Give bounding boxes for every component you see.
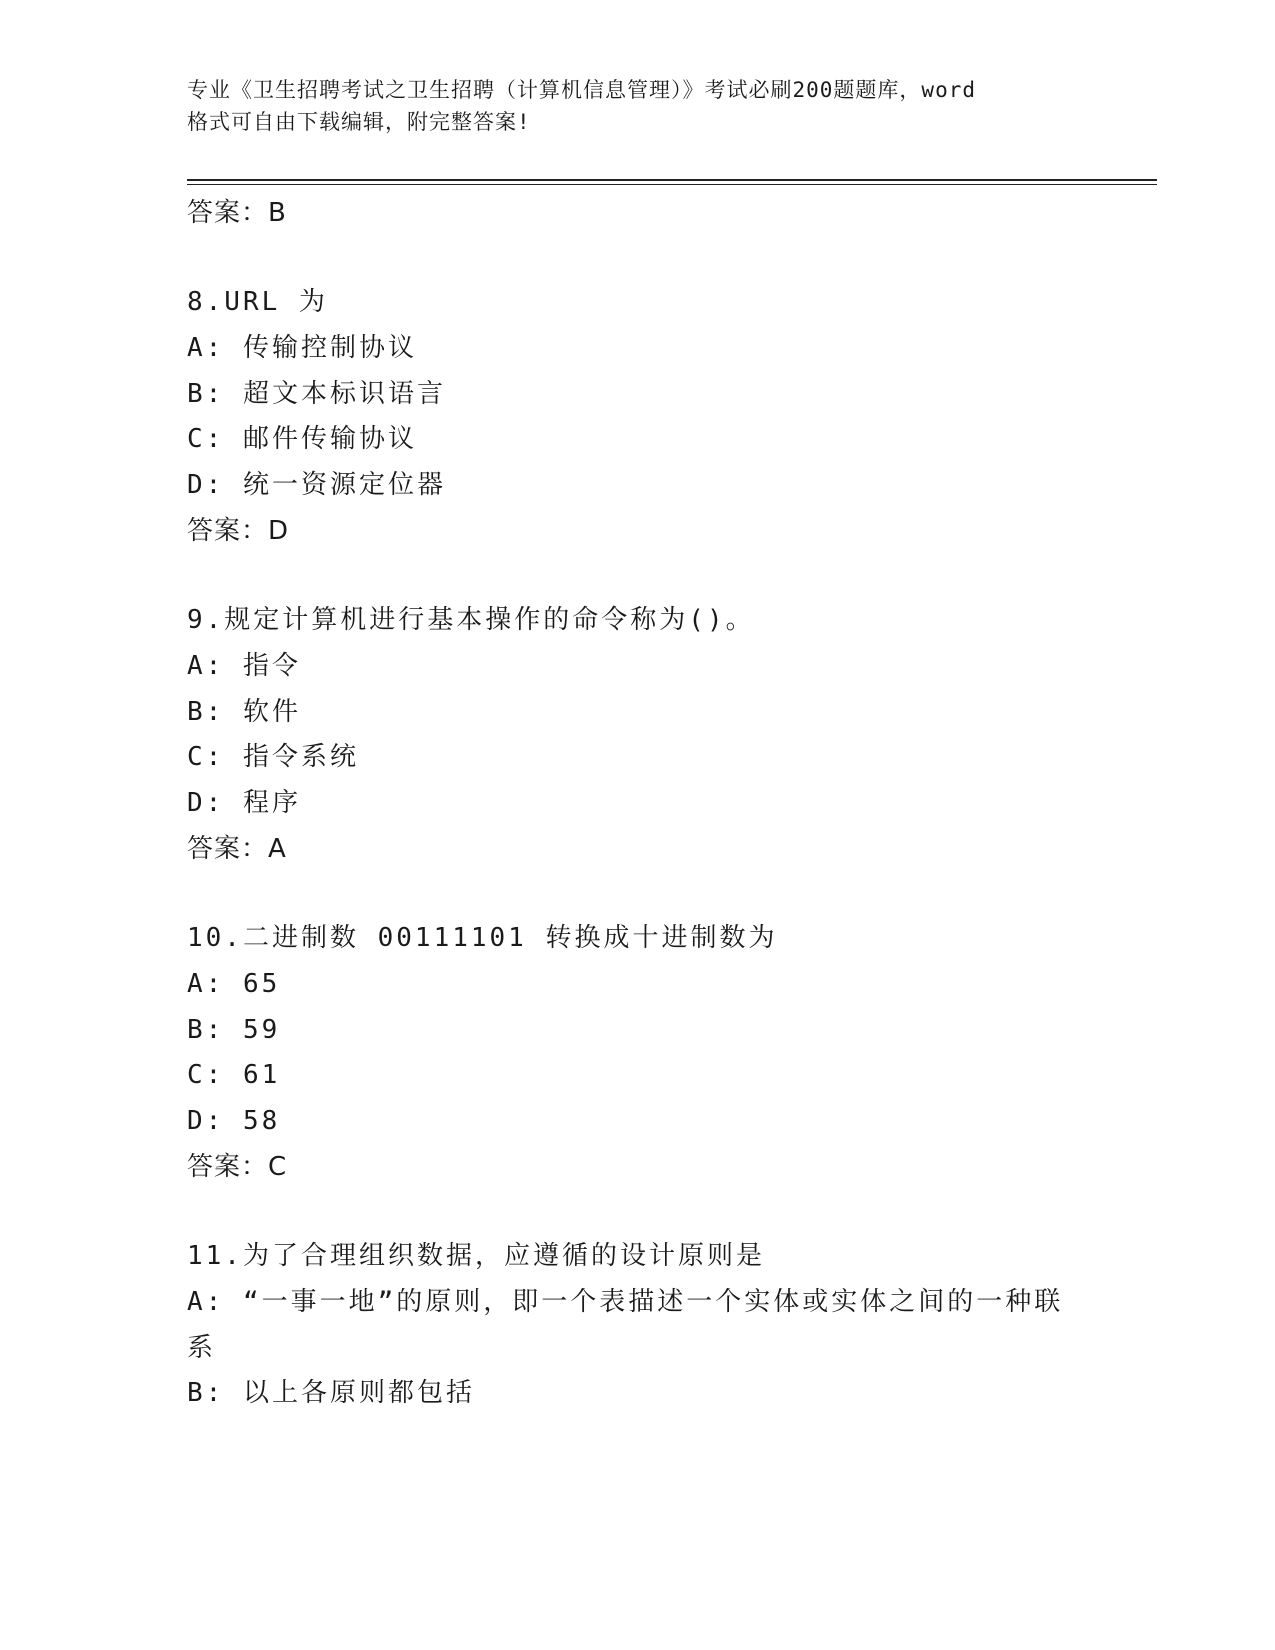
option-d: D: 统一资源定位器 — [187, 469, 446, 500]
option-c: C: 指令系统 — [187, 742, 359, 772]
option-b: B: 以上各原则都包括 — [187, 1378, 475, 1408]
option-a: A: 65 — [187, 969, 281, 999]
option-d: D: 程序 — [187, 787, 301, 818]
option-a: A: 传输控制协议 — [187, 333, 417, 363]
question-title: 9.规定计算机进行基本操作的命令称为()。 — [187, 605, 755, 635]
answer-line: 答案：A — [187, 834, 287, 864]
answer-line: 答案：B — [187, 198, 287, 228]
option-b: B: 超文本标识语言 — [187, 378, 446, 409]
header-line-1: 专业《卫生招聘考试之卫生招聘（计算机信息管理）》考试必刷200题题库，word — [187, 78, 976, 102]
question-title: 8.URL 为 — [187, 287, 328, 317]
question-item — [187, 598, 1087, 872]
header-divider-thin — [187, 184, 1157, 185]
option-b: B: 软件 — [187, 696, 301, 727]
question-title: 10.二进制数 00111101 转换成十进制数为 — [187, 923, 778, 953]
answer-line: 答案：C — [187, 1152, 288, 1182]
option-a: A: “一事一地”的原则，即一个表描述一个实体或实体之间的一种联系 — [187, 1287, 1064, 1363]
header-divider-thick — [187, 179, 1157, 181]
question-title: 11.为了合理组织数据，应遵循的设计原则是 — [187, 1241, 765, 1271]
header-line-2: 格式可自由下载编辑，附完整答案! — [187, 110, 531, 134]
option-c: C: 61 — [187, 1060, 281, 1090]
answer-line: 答案：D — [187, 516, 290, 546]
option-a: A: 指令 — [187, 651, 301, 681]
option-d: D: 58 — [187, 1105, 281, 1136]
option-b: B: 59 — [187, 1014, 281, 1045]
option-c: C: 邮件传输协议 — [187, 424, 417, 454]
question-item — [187, 280, 1087, 554]
question-item — [187, 916, 1087, 1190]
question-list — [187, 190, 1087, 1417]
document-header — [187, 74, 1087, 138]
question-item — [187, 1234, 1087, 1417]
